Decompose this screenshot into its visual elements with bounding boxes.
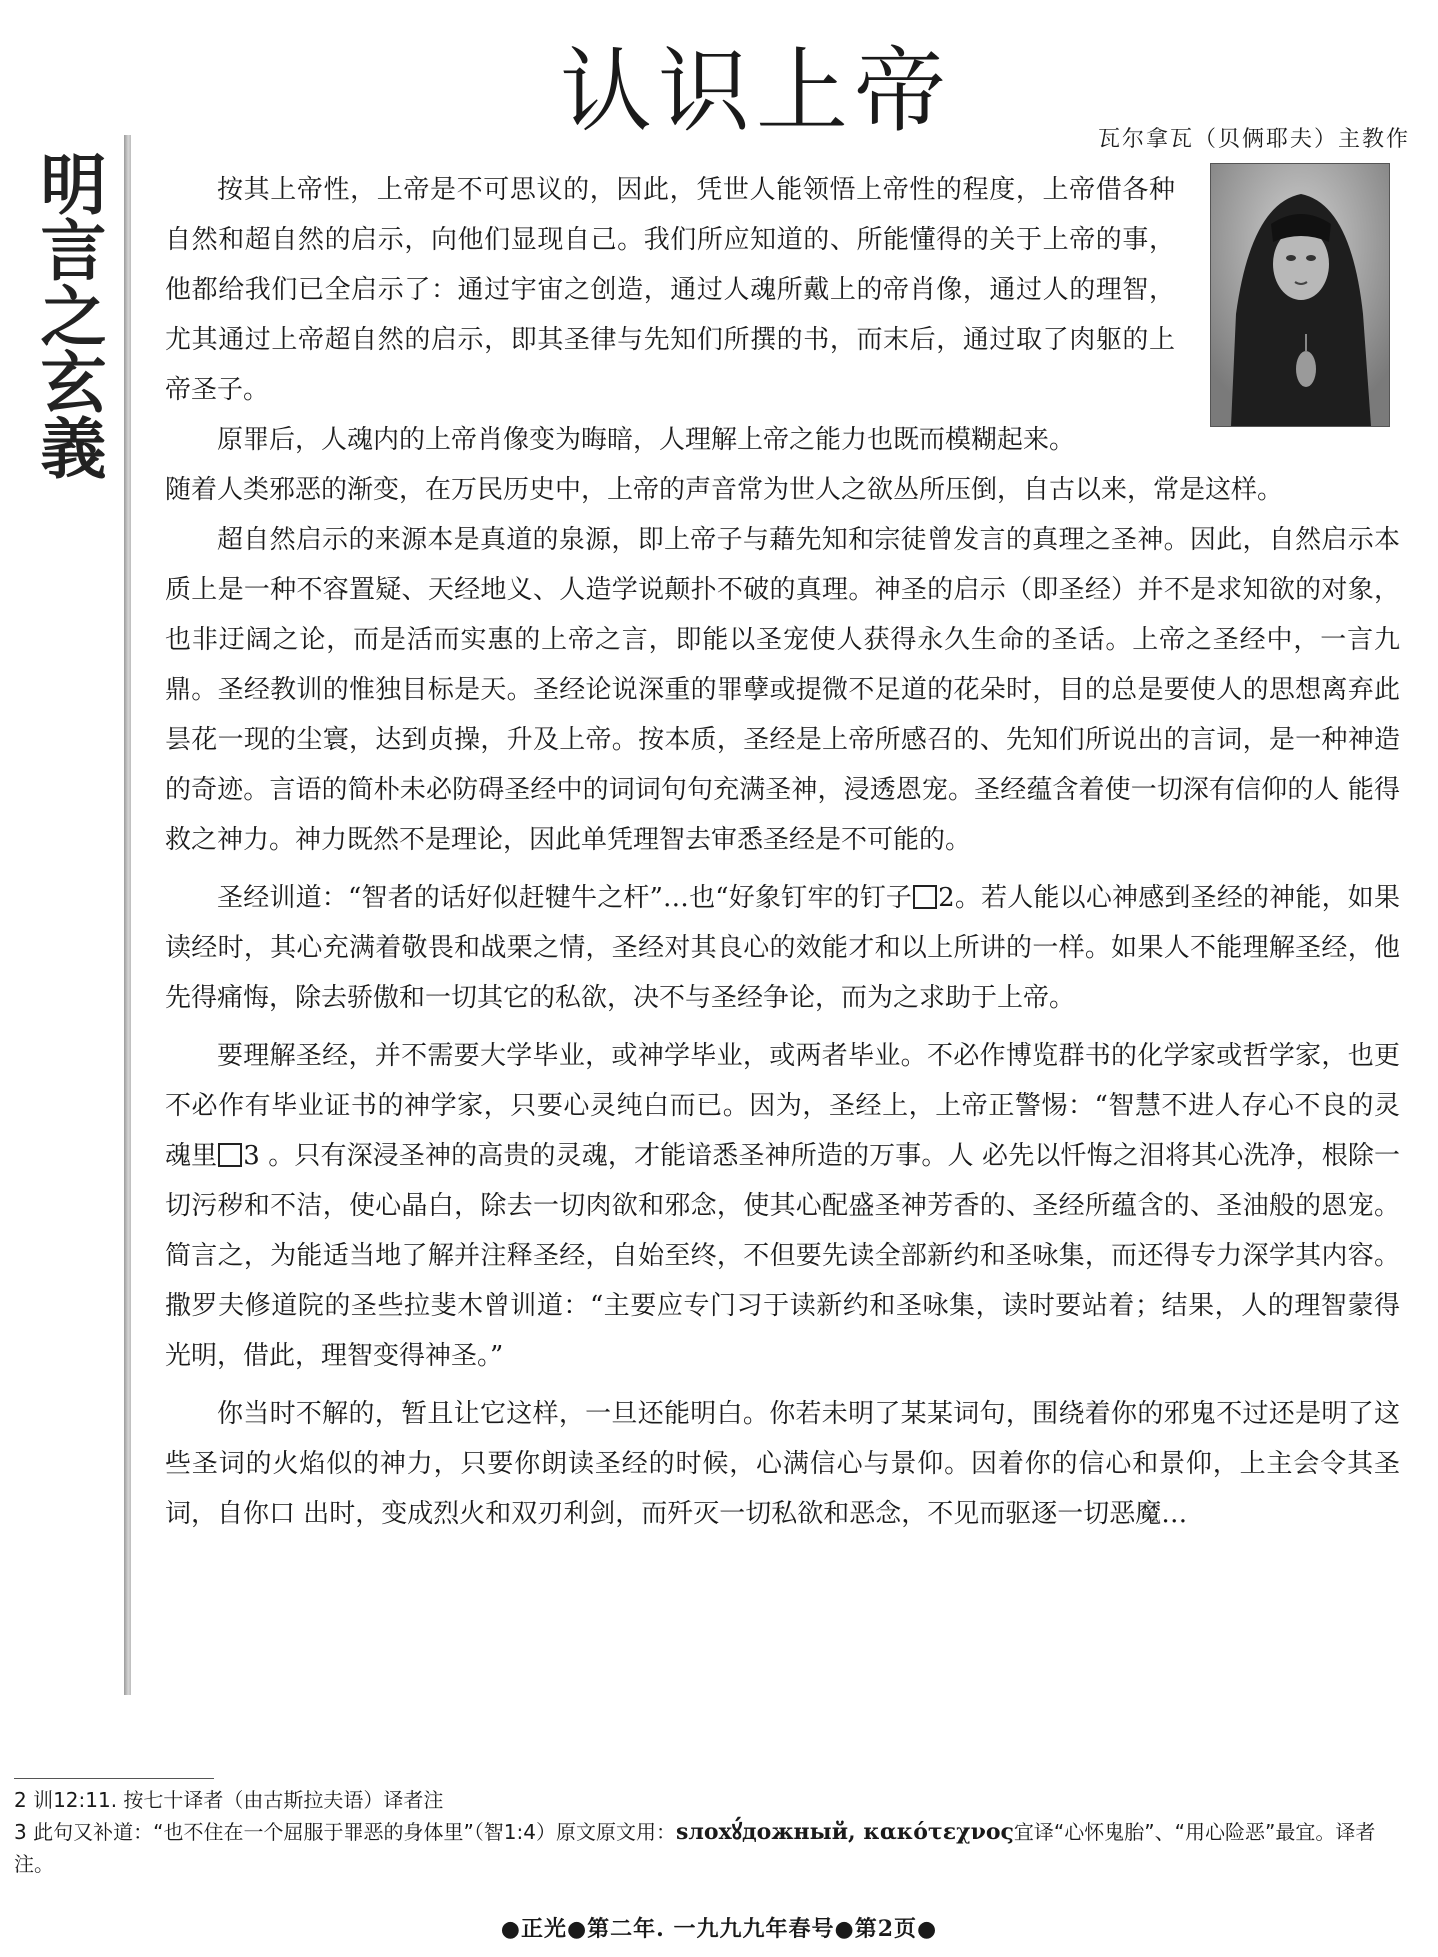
paragraph-5-text-a: 要理解圣经，并不需要大学毕业，或神学毕业，或两者毕业。不必作博览群书的化学家或哲学家，也更不必作有毕业证书的神学家，只要心灵纯白而已。因为，圣经上，上帝正警惕：“智慧不进人存心不良的灵魂里 [165,1041,1400,1171]
paragraph-4 [165,873,1400,1023]
article-title: 认识上帝 [560,38,953,145]
footnotes [14,1784,1404,1880]
footnote-3-text-b: 宜译“心怀鬼胎”、“用心险恶”最宜。译者注。 [14,1820,1376,1876]
footnote-3 [14,1816,1404,1880]
paragraph-2a: 原罪后，人魂内的上帝肖像变为晦暗，人理解上帝之能力也既而模糊起来。 [217,425,1076,455]
article-body [165,165,1400,1539]
paragraph-5-text-b: 3 。只有深浸圣神的高贵的灵魂，才能谙悉圣神所造的万事。人 必先以忏悔之泪将其心洗净，根除一切污秽和不洁，使心晶白，除去一切肉欲和邪念，使其心配盛圣神芳香的、圣经所蕴含的、圣油般的恩宠。简言之，为能适当地了解并注释圣经，自始至终，不但要先读全部新约和圣咏集，而还得专力深学其内容。撒罗夫修道院的圣些拉斐木曾训道：“主要应专门习于读新约和圣咏集，读时要站着；结果，人的理智蒙得光明，借此，理智变得神圣。” [165,1141,1400,1371]
footnote-3-text-a: 3 此句又补道：“也不住在一个屈服于罪恶的身体里”（智1:4）原文原文用： [14,1820,676,1844]
paragraph-1: 按其上帝性，上帝是不可思议的，因此，凭世人能领悟上帝性的程度，上帝借各种自然和超自然的启示，向他们显现自己。我们所应知道的、所能懂得的关于上帝的事，他都给我们已全启示了：通过宇宙之创造，通过人魂所戴上的帝肖像，通过人的理智，尤其通过上帝超自然的启示，即其圣律与先知们所撰的书，而末后，通过取了肉躯的上帝圣子。 [165,175,1175,405]
paragraph-2b: 随着人类邪恶的渐变，在万民历史中，上帝的声音常为世人之欲丛所压倒，自古以来，常是这样。 [165,475,1284,505]
footnote-3-original-words: ѕлохꙋ́дожный, κακότεχνος [676,1819,1014,1845]
missing-glyph-box [913,885,937,909]
footnote-2: 2 训12:11. 按七十译者（由古斯拉夫语）译者注 [14,1788,444,1812]
paragraph-3: 超自然启示的来源本是真道的泉源，即上帝子与藉先知和宗徒曾发言的真理之圣神。因此，自然启示本质上是一种不容置疑、天经地义、人造学说颠扑不破的真理。神圣的启示（即圣经）并不是求知欲的对象，也非迂阔之论，而是活而实惠的上帝之言，即能以圣宠使人获得永久生命的圣话。上帝之圣经中，一言九鼎。圣经教训的惟独目标是天。圣经论说深重的罪孽或提微不足道的花朵时，目的总是要使人的思想离弃此昙花一现的尘寰，达到贞操，升及上帝。按本质，圣经是上帝所感召的、先知们所说出的言词，是一种神造的奇迹。言语的简朴未必防碍圣经中的词词句句充满圣神，浸透恩宠。圣经蕴含着使一切深有信仰的人 能得救之神力。神力既然不是理论，因此单凭理智去审悉圣经是不可能的。 [165,525,1400,855]
paragraph-4-text-a: 圣经训道：“智者的话好似赶犍牛之杆”…也“好象钉牢的钉子 [217,883,913,913]
page-footer: ●正光●第二年. 一九九九年春号●第2页● [500,1916,938,1942]
footnote-divider [14,1778,214,1779]
missing-glyph-box [218,1143,242,1167]
column-heading: 明言之玄義 [29,150,106,480]
paragraph-5 [165,1031,1400,1381]
author-line: 瓦尔拿瓦（贝俩耶夫）主教作 [1097,127,1410,152]
vertical-rule [124,135,131,1695]
paragraph-6: 你当时不解的，暂且让它这样，一旦还能明白。你若未明了某某词句，围绕着你的邪鬼不过还是明了这些圣词的火焰似的神力，只要你朗读圣经的时候，心满信心与景仰。因着你的信心和景仰，上主会令其圣词，自你口 出时，变成烈火和双刃利剑，而歼灭一切私欲和恶念，不见而驱逐一切恶魔… [165,1399,1400,1529]
paragraph-4-text-b: 2。若人能以心神感到圣经的神能，如果读经时，其心充满着敬畏和战栗之情，圣经对其良心的效能才和以上所讲的一样。如果人不能理解圣经，他先得痛悔，除去骄傲和一切其它的私欲，决不与圣经争论，而为之求助于上帝。 [165,883,1400,1013]
